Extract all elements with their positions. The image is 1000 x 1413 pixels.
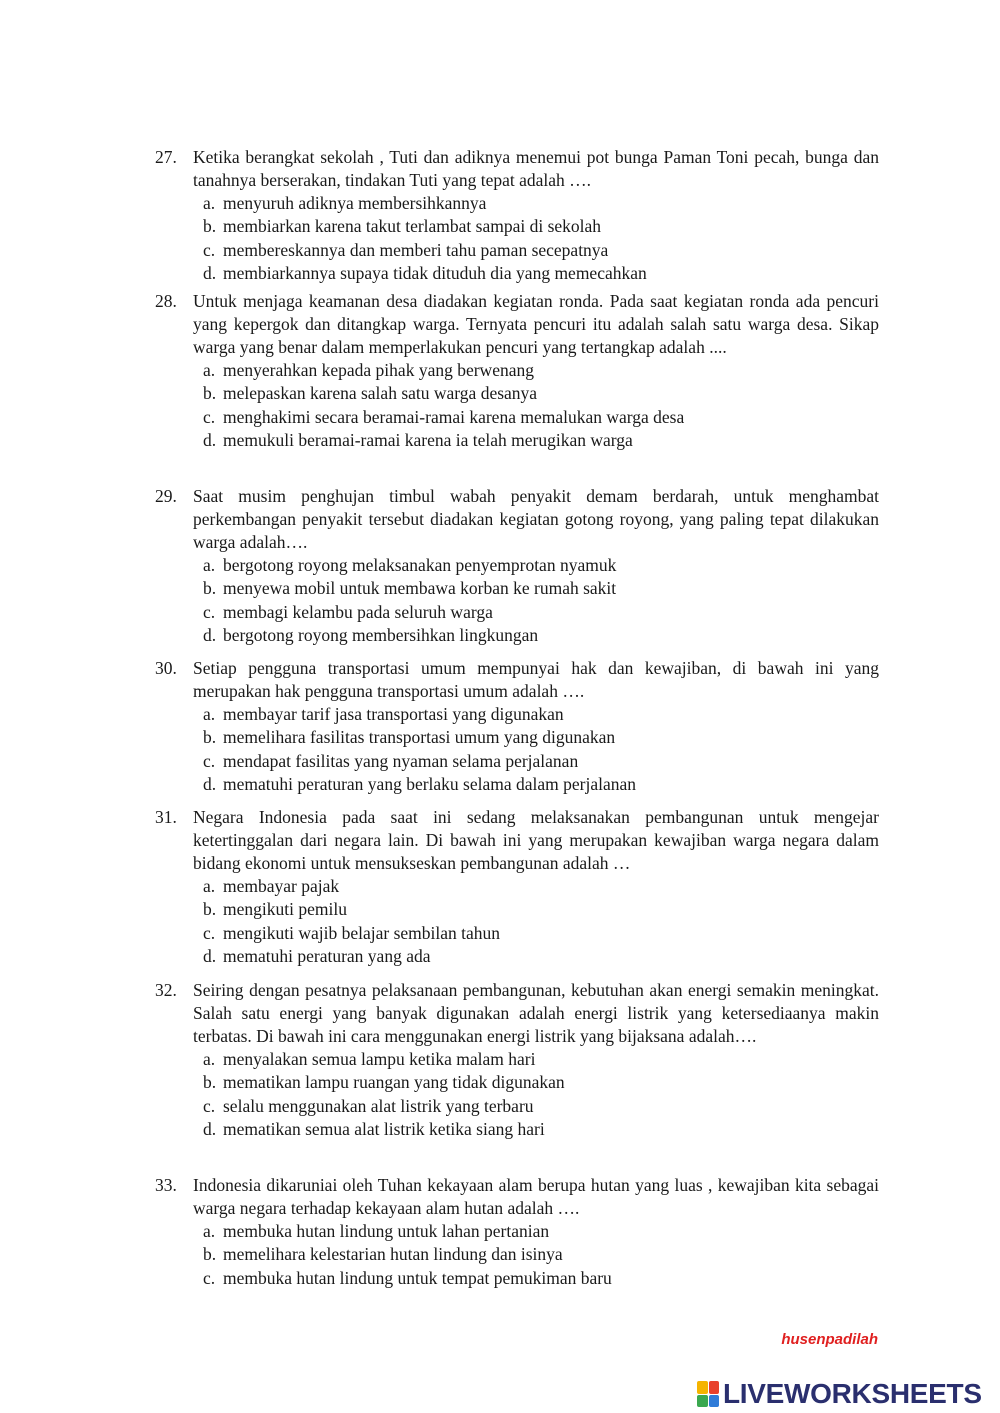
option-letter: b. [203, 1072, 217, 1093]
option-text: membiarkannya supaya tidak dituduh dia yang memecahkan [223, 262, 647, 283]
option-text: menyewa mobil untuk membawa korban ke rumah sakit [223, 578, 617, 599]
option-c[interactable] [203, 239, 879, 262]
option-text: membuka hutan lindung untuk lahan pertanian [223, 1221, 550, 1241]
brand-name: LIVEWORKSHEETS [723, 1378, 982, 1409]
option-letter: b. [203, 727, 217, 748]
option-text: membayar pajak [223, 876, 340, 896]
option-letter: a. [203, 876, 216, 896]
option-letter: d. [203, 945, 217, 966]
option-text: mematuhi peraturan yang berlaku selama dalam perjalanan [223, 773, 637, 794]
option-text: mematuhi peraturan yang ada [223, 945, 431, 966]
question-number: 27. [155, 147, 177, 167]
question-33 [155, 1174, 879, 1290]
question-text: Seiring dengan pesatnya pelaksanaan pembangunan, kebutuhan akan energi semakin meningkat. Salah satu energi yang banyak digunakan adalah energi listrik yang ketersediaanya makin terbatas. Di bawah ini cara menggunakan energi listrik yang bijaksana adalah…. [193, 980, 879, 1046]
option-text: membayar tarif jasa transportasi yang digunakan [223, 704, 564, 724]
question-text: Saat musim penghujan timbul wabah penyakit demam berdarah, untuk menghambat perkembangan penyakit tersebut diadakan kegiatan gotong royong, yang paling tepat dilakukan warga adalah…. [193, 486, 879, 552]
option-letter: c. [203, 922, 216, 943]
question-number: 29. [155, 486, 177, 506]
option-text: memelihara kelestarian hutan lindung dan isinya [223, 1244, 563, 1265]
option-letter: b. [203, 216, 217, 237]
option-text: selalu menggunakan alat listrik yang terbaru [223, 1095, 534, 1116]
option-b[interactable] [203, 382, 879, 405]
option-letter: c. [203, 406, 216, 427]
option-text: membagi kelambu pada seluruh warga [223, 601, 493, 622]
option-letter: d. [203, 624, 217, 645]
option-text: melepaskan karena salah satu warga desanya [223, 383, 538, 404]
option-letter: b. [203, 899, 217, 920]
option-a[interactable] [203, 359, 879, 382]
option-text: membuka hutan lindung untuk tempat pemukiman baru [223, 1267, 612, 1288]
option-text: mengikuti wajib belajar sembilan tahun [223, 922, 501, 943]
option-c[interactable] [203, 406, 879, 429]
option-letter: a. [203, 1049, 216, 1069]
question-30 [155, 657, 879, 796]
option-d[interactable] [203, 773, 879, 796]
author-credit: husenpadilah [781, 1331, 878, 1348]
option-c[interactable] [203, 922, 879, 945]
option-letter: b. [203, 578, 217, 599]
question-text: Setiap pengguna transportasi umum mempunyai hak dan kewajiban, di bawah ini yang merupakan hak pengguna transportasi umum adalah …. [193, 658, 879, 701]
option-text: mematikan lampu ruangan yang tidak digunakan [223, 1072, 565, 1093]
option-a[interactable] [203, 875, 879, 898]
option-c[interactable] [203, 1267, 879, 1290]
question-number: 33. [155, 1175, 177, 1195]
option-text: mengikuti pemilu [223, 899, 347, 920]
question-text: Indonesia dikaruniai oleh Tuhan kekayaan alam berupa hutan yang luas , kewajiban kita sebagai warga negara terhadap kekayaan alam hutan adalah …. [193, 1175, 879, 1218]
option-letter: c. [203, 1267, 216, 1288]
question-number: 30. [155, 658, 177, 678]
option-list [203, 1220, 879, 1290]
question-text: Negara Indonesia pada saat ini sedang melaksanakan pembangunan untuk mengejar ketertinggalan dari negara lain. Di bawah ini yang merupakan kewajiban warga negara dalam bidang ekonomi untuk mensukseskan pembangunan adalah … [193, 807, 879, 873]
option-letter: a. [203, 704, 216, 724]
option-text: memelihara fasilitas transportasi umum yang digunakan [223, 727, 616, 748]
option-letter: d. [203, 1118, 217, 1139]
option-letter: d. [203, 429, 217, 450]
option-letter: b. [203, 383, 217, 404]
option-text: menyuruh adiknya membersihkannya [223, 193, 487, 213]
question-number: 31. [155, 807, 177, 827]
option-d[interactable] [203, 429, 879, 452]
question-29 [155, 485, 879, 647]
option-a[interactable] [203, 192, 879, 215]
option-letter: a. [203, 193, 216, 213]
option-text: menyerahkan kepada pihak yang berwenang [223, 360, 534, 380]
option-b[interactable] [203, 1071, 879, 1094]
option-text: membereskannya dan memberi tahu paman secepatnya [223, 239, 609, 260]
option-letter: c. [203, 1095, 216, 1116]
question-text: Untuk menjaga keamanan desa diadakan kegiatan ronda. Pada saat kegiatan ronda ada pencuri yang kepergok dan ditangkap warga. Ternyata pencuri itu adalah salah satu warga desa. Sikap warga yang benar dalam memperlakukan pencuri yang tertangkap adalah .... [193, 291, 879, 357]
option-b[interactable] [203, 1243, 879, 1266]
option-d[interactable] [203, 262, 879, 285]
option-letter: d. [203, 773, 217, 794]
option-a[interactable] [203, 1220, 879, 1243]
option-letter: c. [203, 750, 216, 771]
question-number: 32. [155, 980, 177, 1000]
option-list [203, 359, 879, 452]
option-text: membiarkan karena takut terlambat sampai di sekolah [223, 216, 602, 237]
option-text: mematikan semua alat listrik ketika siang hari [223, 1118, 545, 1139]
option-b[interactable] [203, 898, 879, 921]
option-d[interactable] [203, 624, 879, 647]
option-d[interactable] [203, 1118, 879, 1141]
option-list [203, 192, 879, 285]
option-list [203, 554, 879, 647]
option-letter: d. [203, 262, 217, 283]
option-text: bergotong royong melaksanakan penyemprotan nyamuk [223, 555, 617, 575]
liveworksheets-logo-icon [697, 1381, 719, 1407]
option-letter: c. [203, 601, 216, 622]
question-28 [155, 290, 879, 452]
option-c[interactable] [203, 750, 879, 773]
option-b[interactable] [203, 577, 879, 600]
option-b[interactable] [203, 215, 879, 238]
option-letter: a. [203, 555, 216, 575]
question-number: 28. [155, 291, 177, 311]
option-letter: c. [203, 239, 216, 260]
question-31 [155, 806, 879, 968]
question-32 [155, 979, 879, 1141]
option-letter: a. [203, 360, 216, 380]
liveworksheets-brand[interactable] [697, 1379, 982, 1409]
option-list [203, 703, 879, 796]
option-b[interactable] [203, 726, 879, 749]
option-d[interactable] [203, 945, 879, 968]
option-letter: b. [203, 1244, 217, 1265]
option-a[interactable] [203, 554, 879, 577]
option-text: mendapat fasilitas yang nyaman selama perjalanan [223, 750, 579, 771]
option-c[interactable] [203, 1095, 879, 1118]
option-text: menyalakan semua lampu ketika malam hari [223, 1049, 536, 1069]
option-a[interactable] [203, 703, 879, 726]
option-letter: a. [203, 1221, 216, 1241]
question-text: Ketika berangkat sekolah , Tuti dan adiknya menemui pot bunga Paman Toni pecah, bunga dan tanahnya berserakan, tindakan Tuti yang tepat adalah …. [193, 147, 879, 190]
option-text: bergotong royong membersihkan lingkungan [223, 624, 539, 645]
option-list [203, 1048, 879, 1141]
option-list [203, 875, 879, 968]
option-a[interactable] [203, 1048, 879, 1071]
option-c[interactable] [203, 601, 879, 624]
option-text: memukuli beramai-ramai karena ia telah merugikan warga [223, 429, 633, 450]
question-27 [155, 146, 879, 285]
option-text: menghakimi secara beramai-ramai karena memalukan warga desa [223, 406, 685, 427]
